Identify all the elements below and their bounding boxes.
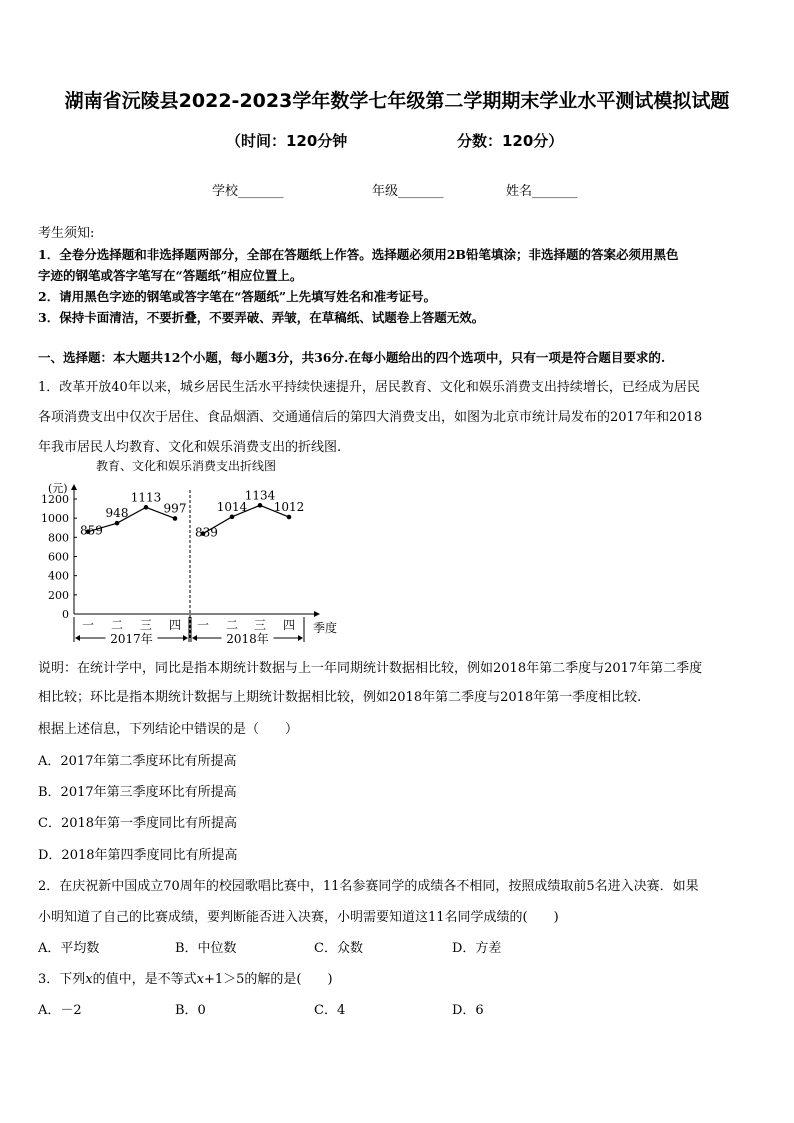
data-label: 1014 [216,499,248,514]
year-label: 2018年 [226,632,269,646]
section-heading: 一、选择题：本大题共12个小题，每小题3分，共36分.在每小题给出的四个选项中，只有一项是符合题目要求的. [38,350,666,365]
q3-option-c: C．4 [314,1003,346,1018]
q3-option-a: A．－2 [38,1003,82,1018]
q1-text: 1．改革开放40年以来，城乡居民生活水平持续快速提升，居民教育、文化和娱乐消费支出持续增长，已经成为居民 [38,380,700,395]
x-tick-label: 二 [225,618,239,632]
y-axis-arrow [71,484,77,490]
q3-ineq-var: x [196,972,204,987]
x-tick-label: 四 [282,618,296,632]
data-point [258,503,263,508]
note-line: 字迹的钢笔或答字笔写在“答题纸”相应位置上。 [38,268,303,283]
x-tick-label: 三 [253,618,267,632]
x-axis-label: 季度 [313,621,338,635]
data-label: 839 [195,525,218,540]
q1-option-d: D．2018年第四季度同比有所提高 [38,848,238,863]
note-line: 2．请用黑色字迹的钢笔或答字笔在“答题纸”上先填写姓名和准考证号。 [38,289,437,304]
year-bracket-arrow [75,635,80,641]
data-point [287,515,292,520]
data-point [144,505,149,510]
data-label: 1134 [244,488,276,503]
y-tick-label: 600 [48,550,69,564]
grade-field: 年级_______ [372,184,444,199]
year-bracket-arrow [183,635,188,641]
q3-ineq: +1＞5的解的是( ) [203,972,333,987]
name-field: 姓名_______ [506,184,578,199]
year-bracket-arrow [298,635,303,641]
x-tick-label: 一 [196,618,210,632]
q2-option-b: B．中位数 [175,941,237,956]
q1-note: 相比较；环比是指本期统计数据与上期统计数据相比较，例如2018年第二季度与2018年第一季度相比较. [38,690,642,705]
data-point [115,521,120,526]
year-label: 2017年 [110,632,153,646]
q1-option-c: C．2018年第一季度同比有所提高 [38,816,238,831]
q3-text [38,968,333,987]
chart-title: 教育、文化和娱乐消费支出折线图 [96,459,277,473]
y-tick-label: 1200 [41,493,69,506]
q1-option-b: B．2017年第三季度环比有所提高 [38,785,237,800]
x-tick-label: 一 [81,618,95,632]
q2-option-c: C．众数 [314,941,363,956]
note-line: 1．全卷分选择题和非选择题两部分，全部在答题纸上作答。选择题必须用2B铅笔填涂；非选择题的答案必须用黑色 [38,247,679,262]
page-title: 湖南省沅陵县2022-2023学年数学七年级第二学期期末学业水平测试模拟试题 [64,90,730,112]
x-tick-label: 四 [168,618,182,632]
x-tick-label: 三 [139,618,153,632]
q3-var: x [85,972,93,987]
q1-note: 说明：在统计学中，同比是指本期统计数据与上一年同期统计数据相比较，例如2018年第二季度与2017年第二季度 [38,661,703,676]
school-field: 学校_______ [212,184,284,199]
x-tick-label: 二 [110,618,124,632]
q2-text: 2．在庆祝新中国成立70周年的校园歌唱比赛中，11名参赛同学的成绩各不相同，按照成绩取前5名进入决赛．如果 [38,879,699,894]
q3-option-b: B．0 [175,1003,206,1018]
q2-text: 小明知道了自己的比赛成绩，要判断能否进入决赛，小明需要知道这11名同学成绩的( ) [38,910,559,925]
y-tick-label: 400 [48,569,69,583]
y-tick-label: 800 [48,531,69,545]
exam-score: 分数：120分） [457,132,564,150]
year-bracket-arrow [192,635,197,641]
line-chart [36,454,366,650]
q2-option-a: A．平均数 [38,941,100,956]
q1-question: 根据上述信息，下列结论中错误的是（ ） [38,722,299,737]
q1-text: 各项消费支出中仅次于居住、食品烟酒、交通通信后的第四大消费支出，如图为北京市统计局发布的2017年和2018 [38,410,703,425]
data-label: 859 [80,523,103,538]
data-label: 1113 [130,490,162,505]
q3-stem-pre: 3．下列 [38,972,86,987]
x-axis-arrow [314,611,320,617]
q2-option-d: D．方差 [452,941,502,956]
data-label: 1012 [273,500,305,515]
q3-stem-mid: 的值中，是不等式 [92,972,197,987]
data-point [173,516,178,521]
y-axis-unit: (元) [48,482,68,495]
data-label: 948 [105,506,129,521]
note-line: 3．保持卡面清洁，不要折叠，不要弄破、弄皱，在草稿纸、试题卷上答题无效。 [38,310,485,325]
y-tick-label: 0 [62,608,69,621]
y-tick-label: 200 [48,588,69,602]
q1-option-a: A．2017年第二季度环比有所提高 [38,754,237,769]
notes-heading: 考生须知: [38,226,95,241]
q1-text: 年我市居民人均教育、文化和娱乐消费支出的折线图. [38,440,342,455]
y-tick-label: 1000 [41,512,69,526]
data-point [230,515,235,520]
exam-time: （时间：120分钟 [226,132,348,150]
data-label: 997 [163,501,187,516]
q3-option-d: D．6 [452,1003,484,1018]
